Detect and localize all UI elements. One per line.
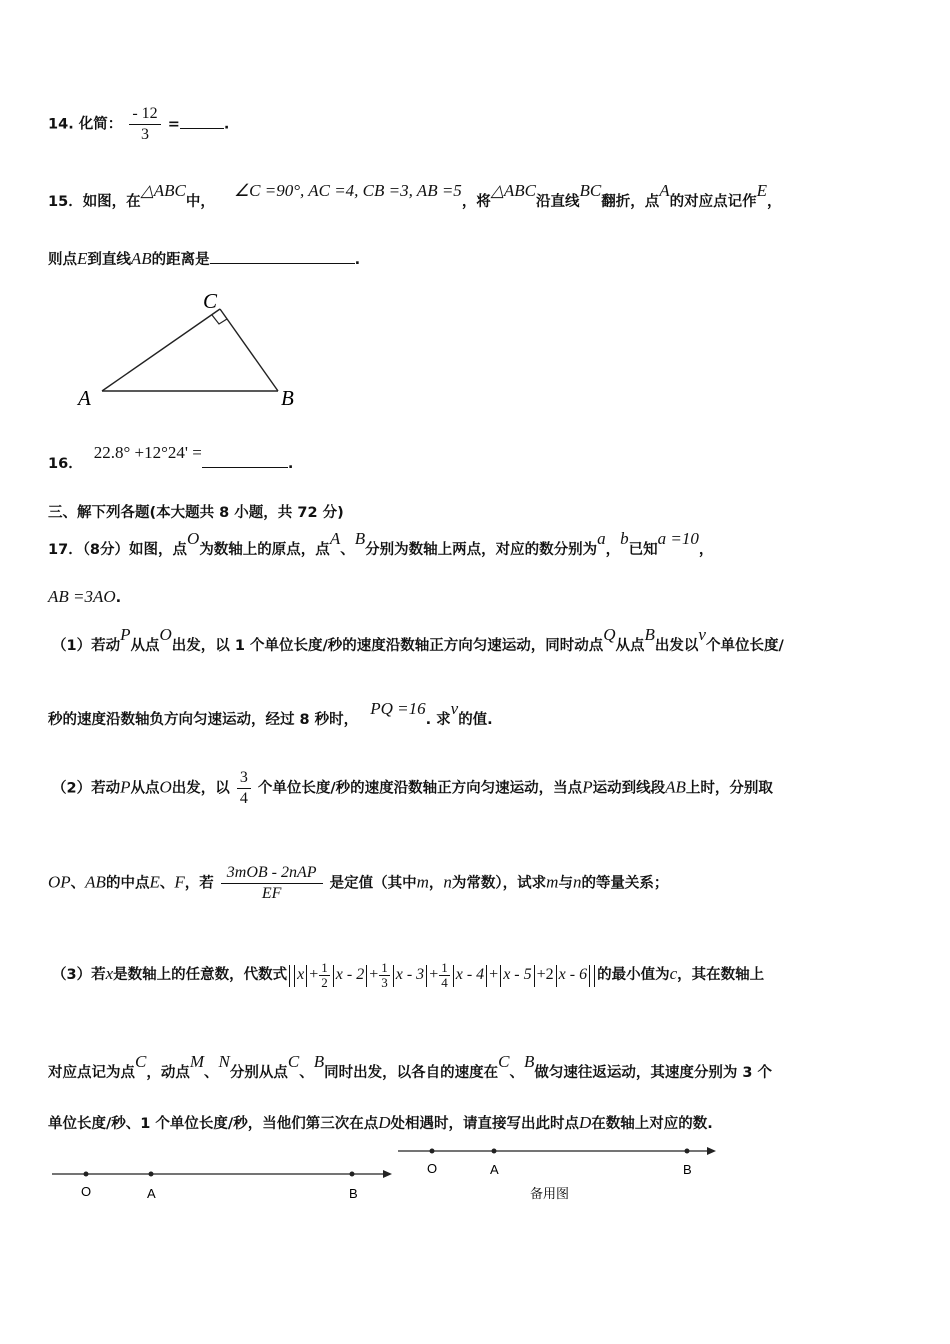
q15-answer-blank[interactable] [210, 249, 355, 264]
q17-line2: AB =3AO. [48, 587, 122, 606]
side-ac [102, 309, 220, 391]
p2-big-fraction: $\frac{\text{3mOB - 2nAP}}{EF}$ [221, 863, 323, 904]
point-b [350, 1172, 355, 1177]
q16: 16． 22.8° +12°24' =. [48, 443, 294, 472]
label-b: B [281, 386, 294, 410]
q14-lead: 化简： [78, 116, 123, 133]
svg-text:O: O [81, 1184, 92, 1199]
point-o [84, 1172, 89, 1177]
p3-line3: 单位长度/秒、1 个单位长度/秒，当他们第三次在点D处相遇时，请直接写出此时点D在数轴上对应的数. [48, 1113, 713, 1132]
q15-condition: ∠C =90°, AC =4, CB =3, AB =5 [233, 181, 462, 200]
p2-line1: （2）若动P从点O出发，以 $\frac{3}{4}$ 个单位长度/秒的速度沿数轴正方向匀速运动，当点P运动到线段AB上时，分别取 [52, 769, 773, 807]
point-a [492, 1149, 497, 1154]
p3-line2: 对应点记为点C，动点M、N分别从点C、B同时出发，以各自的速度在C、B做匀速往返运动，其速度分别为 3 个 [48, 1052, 773, 1081]
number-line-left [50, 1160, 395, 1210]
p1-line2: 秒的速度沿数轴负方向匀速运动，经过 8 秒时，PQ =16. 求v的值. [48, 699, 493, 728]
svg-text:A: A [490, 1162, 499, 1177]
svg-text:O: O [427, 1161, 438, 1176]
q14-answer-blank[interactable] [180, 114, 224, 129]
q16-answer-blank[interactable] [202, 453, 288, 468]
q14-equals: = [167, 116, 180, 133]
p1-line1: （1）若动P从点O出发，以 1 个单位长度/秒的速度沿数轴正方向匀速运动，同时动点Q从点B出发以v个单位长度/ [52, 625, 784, 654]
point-b [685, 1149, 690, 1154]
q15-line1: 15．如图，在△ABC中， ∠C =90°, AC =4, CB =3, AB =5，将△ABC沿直线BC翻折，点A的对应点记作E， [48, 181, 782, 210]
p2-line2: OP、AB的中点E、F，若 $\frac{\text{3mOB - 2nAP}}{EF}$ 是定值（其中m，n为常数），试求m与n的等量关系； [48, 864, 669, 902]
svg-text:A: A [147, 1186, 156, 1201]
arrow-right-icon [707, 1147, 716, 1155]
p3-expression: x + $\frac{1}{2}$ x - 2 + $\frac{1}{3}$ x - 3 + $\frac{1}{4}$ x - 4 + x - 5 +2 x - 6 [287, 966, 597, 983]
arrow-right-icon [383, 1170, 392, 1178]
point-a [149, 1172, 154, 1177]
q15-line2: 则点E到直线AB的距离是 . [48, 249, 361, 268]
p2-speed-fraction: $\frac{3}{4}$ [237, 768, 251, 809]
q16-expression: 22.8° +12°24' = [93, 443, 202, 462]
q14: 14. 化简： $\frac{- 12}{3}$ = . [48, 105, 230, 143]
q14-number: 14 [48, 116, 69, 133]
p3-line1: （3）若x是数轴上的任意数，代数式 x + $\frac{1}{2}$ x - 2 + $\frac{1}{3}$ x - 3 + $\frac{1}{4}$ x - 4 + x - 5 +2 x - 6 的最小值为c，其在数轴上 [52, 960, 765, 990]
svg-text:B: B [349, 1186, 358, 1201]
q14-fraction: $\frac{- 12}{3}$ [129, 104, 160, 145]
svg-text:B: B [683, 1162, 692, 1177]
q17-line1: 17．（8分）如图，点O为数轴上的原点，点A、B分别为数轴上两点，对应的数分别为a，b已知a =10， [48, 529, 714, 558]
label-c: C [203, 289, 218, 313]
section-3-title: 三、解下列各题(本大题共 8 小题，共 72 分) [48, 505, 344, 521]
number-line-right [396, 1140, 726, 1205]
label-a: A [78, 386, 91, 410]
triangle-figure [70, 285, 320, 415]
side-cb [220, 309, 278, 391]
backup-figure-caption: 备用图 [530, 1187, 570, 1202]
point-o [430, 1149, 435, 1154]
